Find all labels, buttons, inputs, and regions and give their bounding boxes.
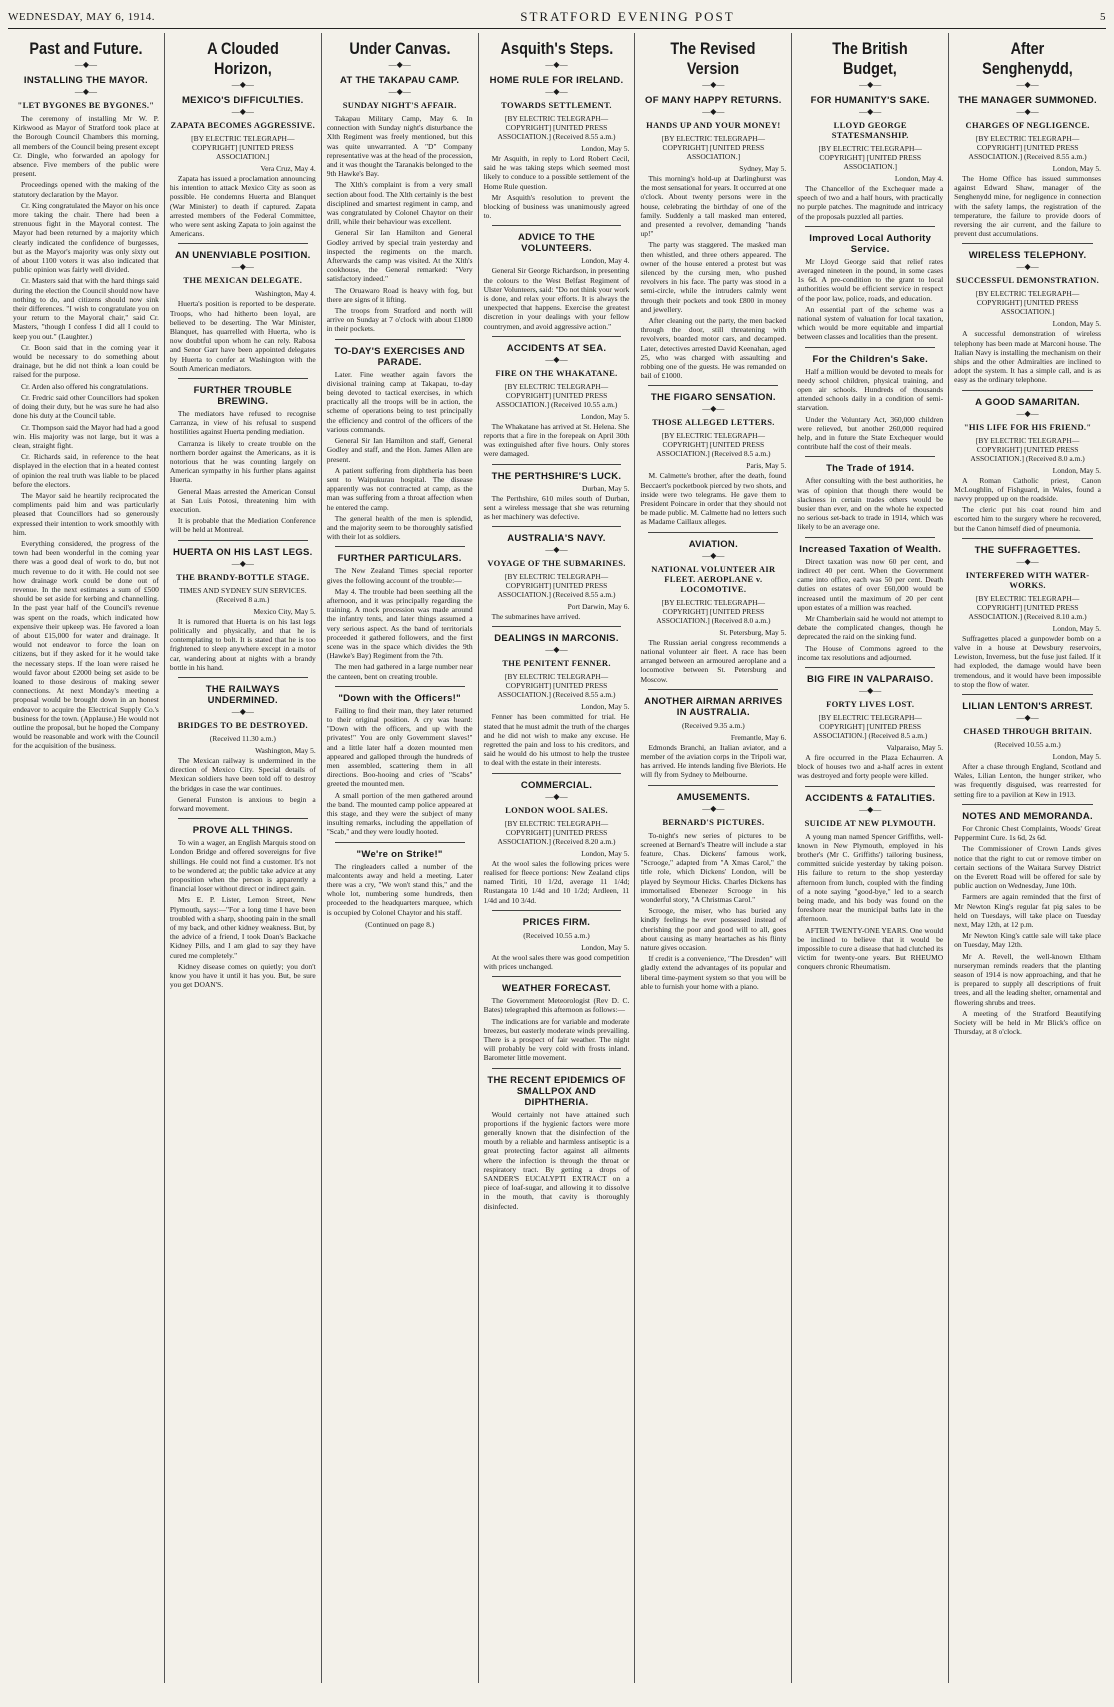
article-paragraph: If credit is a convenience, "The Dresden" will gladly extend the advantages of its popular and liberal time-payment system so that you will be able to furnish your home with a piano. bbox=[640, 954, 787, 991]
article-paragraph: It is probable that the Mediation Conference will be held at Montreal. bbox=[169, 516, 316, 535]
article-paragraph: Carranza is likely to create trouble on the northern border against the Americans, as it is notorious that he was counting largely on American sympathy in his further plans against Huerta. bbox=[169, 438, 316, 485]
ornament-divider: —◆— bbox=[545, 60, 568, 69]
section-divider bbox=[805, 667, 935, 668]
dateline: London, May 5. bbox=[581, 144, 630, 153]
section-subheading: THE PENITENT FENNER. bbox=[502, 658, 611, 669]
section-divider bbox=[962, 390, 1093, 391]
section-heading: Improved Local Authority Service. bbox=[809, 232, 932, 255]
article-paragraph: General Funston is anxious to begin a forward movement. bbox=[169, 794, 316, 813]
article-paragraph: Later. Fine weather again favors the divisional training camp at Takapau, to-day being devoted to tactical exercises, in which practically all the troops will be in action, the scheme of operations being to test principally the efficiency and control of the officers of the various commands. bbox=[326, 369, 473, 434]
dateline: London, May 5. bbox=[1052, 623, 1102, 633]
article-paragraph: A patient suffering from diphtheria has been sent to Waipukurau hospital. The disease apparently was not contracted at camp, as the man was suffering from a throat affection when he entered the camp. bbox=[326, 465, 473, 512]
section-divider bbox=[335, 339, 465, 340]
ornament-divider: —◆— bbox=[231, 706, 254, 716]
ornament-divider: —◆— bbox=[74, 60, 97, 69]
article-paragraph: For Chronic Chest Complaints, Woods' Great Peppermint Cure. 1s 6d, 2s 6d. bbox=[954, 823, 1102, 843]
section-divider bbox=[335, 686, 465, 687]
dateline: London, May 5. bbox=[581, 702, 630, 712]
article-paragraph: Suffragettes placed a gunpowder bomb on a valve in a house at Dewsbury reservoirs, Lewiston, Inverness, but the fuse just failed. If it had exploded, the damage would have been tremendous, and it would have been impossible to stop the flow of water. bbox=[954, 633, 1102, 689]
section-heading: AT THE TAKAPAU CAMP. bbox=[340, 75, 460, 86]
section-divider bbox=[492, 626, 622, 627]
ornament-divider: —◆— bbox=[388, 60, 411, 69]
byline: (Received 10.55 a.m.) bbox=[523, 930, 590, 940]
section-heading: NOTES AND MEMORANDA. bbox=[962, 810, 1093, 822]
article-paragraph: The Whakatane has arrived at St. Helena. She reports that a fire in the forepeak on April 30th was extinguished after five hours. Only stores were damaged. bbox=[483, 421, 630, 459]
ornament-divider: —◆— bbox=[859, 107, 882, 116]
article-paragraph: To-night's new series of pictures to be screened at Bernard's Theatre will include a star feature, Chas. Dickens' famous work, "Scrooge," adapted from "A Xmas Carol," the title role, which Dickens' London, will be played by Seymour Hicks. Charles Dickens has immortalised Ebenezer Scrooge in his wonderful story, "A Christmas Carol." bbox=[640, 830, 787, 904]
column-5 bbox=[635, 33, 792, 1683]
byline: [BY ELECTRIC TELEGRAPH—COPYRIGHT] [UNITED PRESS ASSOCIATION.] (Received 8.5 a.m.) bbox=[656, 431, 771, 459]
article-paragraph: At the wool sales the following prices were realised for fleece portions: New Zealand clips named Tiriti, 10 1/2d, average 11 1/4d; Rustangata 10 1/4d and 10 1/2d; Ardleen, 11 1/4d and 10 3/4d. bbox=[483, 858, 630, 905]
article-paragraph: The House of Commons agreed to the income tax resolutions and adjourned. bbox=[797, 643, 944, 662]
dateline: London, May 5. bbox=[581, 848, 630, 858]
article-paragraph: Under the Voluntary Act, 360,000 children were relieved, but another 260,000 required help, and in future the State Exchequer would contribute half the cost of their meals. bbox=[797, 414, 944, 452]
ornament-divider: —◆— bbox=[1016, 107, 1039, 116]
byline: [BY ELECTRIC TELEGRAPH—COPYRIGHT] [UNITED PRESS ASSOCIATION.] (Received 8.55 a.m.) bbox=[497, 672, 616, 700]
ornament-divider: —◆— bbox=[231, 80, 254, 89]
ornament-divider: —◆— bbox=[859, 685, 882, 695]
byline: [BY ELECTRIC TELEGRAPH—COPYRIGHT] [UNITED PRESS ASSOCIATION.] (Received 8.20 a.m.) bbox=[497, 818, 616, 846]
section-heading: THE MANAGER SUMMONED. bbox=[958, 95, 1097, 106]
dateline: Port Darwin, May 6. bbox=[567, 602, 630, 612]
column-title: Asquith's Steps. bbox=[500, 39, 613, 58]
section-divider bbox=[492, 1068, 622, 1069]
article-paragraph: Proceedings opened with the making of the statutory declaration by the Mayor. bbox=[13, 180, 159, 199]
section-heading: BIG FIRE IN VALPARAISO. bbox=[807, 673, 934, 685]
article-paragraph: Cr. Masters said that with the hard things said during the election the Council should now have nothing to do, and citizens should now sink their differences. "I wish to congratulate you on your return to the Mayoral chair," said Cr. Masters, "though I confess I did all I could to keep you out." (Laughter.) bbox=[13, 276, 159, 341]
ornament-divider: —◆— bbox=[545, 354, 568, 364]
section-divider bbox=[492, 336, 622, 337]
section-divider bbox=[178, 243, 308, 244]
column-3 bbox=[322, 33, 479, 1683]
article-paragraph: Mr Asquith's resolution to prevent the blocking of business was unanimously agreed to. bbox=[483, 192, 630, 221]
section-heading: THE SUFFRAGETTES. bbox=[974, 544, 1081, 556]
article-paragraph: A Roman Catholic priest, Canon McLoughlin, of Fishguard, in Wales, found a navvy propped up on the roadside. bbox=[954, 475, 1102, 504]
section-heading: THE RAILWAYS UNDERMINED. bbox=[205, 683, 280, 706]
ornament-divider: —◆— bbox=[545, 545, 568, 555]
article-paragraph: Fenner has been committed for trial. He stated that he must admit the truth of the charges and he did not wish to make any excuse. He regretted the pain and loss to his creditors, and said he would do his utmost to help the trustee to deal with the estate in their interests. bbox=[483, 712, 630, 768]
article-paragraph: Failing to find their man, they later returned to their original position. A cry was heard: "Down with the officers, and up with the privates!" You are only Government slaves!" and a little later half a dozen mounted men appeared and galloped through the hundreds of men assembled, scattering them in all directions. Boo-hooing and cries of "Scabs" greeted the mounted men. bbox=[326, 705, 473, 789]
byline: [BY ELECTRIC TELEGRAPH—COPYRIGHT] [UNITED PRESS ASSOCIATION.] bbox=[818, 144, 922, 171]
byline: (Received 11.30 a.m.) bbox=[209, 733, 276, 743]
section-heading: AVIATION. bbox=[688, 538, 739, 550]
section-subheading: THE BRANDY-BOTTLE STAGE. bbox=[176, 571, 310, 582]
section-heading: The Trade of 1914. bbox=[826, 463, 915, 475]
section-heading: DEALINGS IN MARCONIS. bbox=[494, 633, 619, 645]
column-7 bbox=[949, 33, 1106, 1683]
section-divider bbox=[648, 385, 778, 386]
ornament-divider: —◆— bbox=[859, 80, 882, 89]
ornament-divider: —◆— bbox=[702, 404, 725, 414]
dateline: Mexico City, May 5. bbox=[253, 606, 316, 616]
article-paragraph: The party was staggered. The masked man then whistled, and three others appeared. The owner of the house entered a protest but was silenced by the cursing men, who pushed revolvers in his face. The party was stood in a semi-circle, while the intruders calmly went through their pockets and took £800 in money and jewellery. bbox=[640, 240, 787, 314]
article-paragraph: The Government Meteorologist (Rev D. C. Bates) telegraphed this afternoon as follows:— bbox=[483, 996, 630, 1015]
article-paragraph: This morning's hold-up at Darlinghurst was the most sensational for years. It occurred at one o'clock. About twenty persons were in the house, celebrating the birthday of one of the family. Suddenly a tall masked man entered, and presented a revolver, demanding "hands up!" bbox=[640, 174, 787, 239]
column-1 bbox=[8, 33, 165, 1683]
byline: [BY ELECTRIC TELEGRAPH—COPYRIGHT] [UNITED PRESS ASSOCIATION.] (Received 8.0 a.m.) bbox=[656, 597, 771, 625]
section-divider bbox=[178, 378, 308, 379]
section-heading: AN UNENVIABLE POSITION. bbox=[174, 250, 311, 262]
article-paragraph: Direct taxation was now 60 per cent, and indirect 40 per cent. When the Government came into office, each was 50 per cent. Death duties on estates of over £60,000 would be increased until the maximum of 20 per cent upon estates of a million was reached. bbox=[797, 556, 944, 612]
article-paragraph: The Oruawaro Road is heavy with fog, but there are signs of it lifting. bbox=[326, 285, 473, 304]
article-paragraph: The Russian aerial congress recommends a national volunteer air fleet. A race has been arranged between an armoured aeroplane and a locomotive between St. Petersburg and Moscow. bbox=[640, 637, 787, 684]
section-subheading: ZAPATA BECOMES AGGRESSIVE. bbox=[170, 120, 316, 130]
section-subheading: SUICIDE AT NEW PLYMOUTH. bbox=[804, 817, 936, 828]
section-divider bbox=[805, 786, 935, 787]
dateline: Vera Cruz, May 4. bbox=[260, 164, 316, 173]
continued-note: (Continued on page 8.) bbox=[365, 919, 435, 929]
section-subheading: FORTY LIVES LOST. bbox=[826, 698, 915, 709]
columns bbox=[8, 33, 1106, 1683]
article-paragraph: Mr Newton King's cattle sale will take place on Tuesday, May 12th. bbox=[954, 931, 1102, 950]
article-paragraph: A small portion of the men gathered around the band. The mounted camp police appeared at this stage, and they were the subject of many insulting remarks, including the appellation of "Scab," and they were loudly hooted. bbox=[326, 790, 473, 837]
byline: TIMES AND SYDNEY SUN SERVICES. (Received 8 a.m.) bbox=[178, 585, 307, 604]
section-heading: Increased Taxation of Wealth. bbox=[799, 543, 942, 555]
column-6 bbox=[792, 33, 949, 1683]
article-paragraph: The Chancellor of the Exchequer made a speech of two and a half hours, with practically no purple patches. The magnitude and intricacy of the proposals puzzled all parties. bbox=[797, 184, 944, 221]
ornament-divider: —◆— bbox=[231, 558, 254, 568]
article-paragraph: After a chase through England, Scotland and Wales, Lilian Lenton, the hunger striker, who was frequently disguised, was rearrested for setting fire to a pavilion at Kew in 1913. bbox=[954, 762, 1102, 799]
masthead-rule bbox=[8, 28, 1106, 29]
dateline: Durban, May 5. bbox=[581, 483, 630, 493]
article-paragraph: After cleaning out the party, the men backed through the door, still threatening with revolvers, boarded motor cars, and decamped. Later, detectives arrested David Keenahan, aged 25, who was charged with assaulting and robbing one of the guests. He was remanded on bail of £1000. bbox=[640, 316, 787, 381]
dateline: London, May 4. bbox=[894, 174, 944, 183]
article-paragraph: Cr. Arden also offered his congratulations. bbox=[21, 381, 149, 391]
byline: [BY ELECTRIC TELEGRAPH—COPYRIGHT] [UNITED PRESS ASSOCIATION.] (Received 8.10 a.m.) bbox=[968, 593, 1087, 621]
article-paragraph: The New Zealand Times special reporter gives the following account of the trouble:— bbox=[326, 566, 473, 585]
article-paragraph: Mr A. Revell, the well-known Eltham nurseryman reminds readers that the planting season of 1914 is now approaching, and that he is prepared to supply all descriptions of fruit trees, and all the leading shelter, ornamental and flowering shrubs and trees. bbox=[954, 951, 1102, 1007]
section-heading: WEATHER FORECAST. bbox=[502, 983, 611, 995]
article-paragraph: The Home Office has issued summonses against Edward Shaw, manager of the Senghenydd mine, for negligence in connection with the safety lamps, the registration of the temperature, the failure to provide doors of reversing the air current, and the failure to prevent dust accumulations. bbox=[954, 174, 1102, 239]
section-subheading: INTERFERED WITH WATER-WORKS. bbox=[965, 569, 1090, 590]
byline: [BY ELECTRIC TELEGRAPH—COPYRIGHT] [UNITED PRESS ASSOCIATION.] (Received 8.55 a.m.) bbox=[497, 114, 616, 141]
column-title: A Clouded Horizon, bbox=[206, 39, 279, 78]
section-divider bbox=[805, 456, 935, 457]
ornament-divider: —◆— bbox=[231, 107, 254, 116]
section-divider bbox=[492, 225, 622, 226]
article-paragraph: Edmonds Branchi, an Italian aviator, and a member of the aviation corps in the Tripoli war, has arrived. He intends landing five Bleriots. He will fly from Sydney to Melbourne. bbox=[640, 742, 787, 780]
article-paragraph: General Sir George Richardson, in presenting the colours to the West Belfast Regiment of Ulster Volunteers, said: "Do not think your work is done, and relax your efforts. It is always the unexpected that happens. Exercise the greatest discretion in your dealings with your fellow countrymen, and avoid aggressive action." bbox=[483, 266, 630, 331]
article-paragraph: Half a million would be devoted to meals for needy school children, physical training, and open air schools. Hundreds of thousands attended schools daily in a condition of semi-starvation. bbox=[797, 366, 944, 413]
byline: [BY ELECTRIC TELEGRAPH—COPYRIGHT] [UNITED PRESS ASSOCIATION.] (Received 10.55 a.m.) bbox=[495, 381, 618, 409]
section-heading: INSTALLING THE MAYOR. bbox=[23, 75, 148, 86]
section-subheading: HANDS UP AND YOUR MONEY! bbox=[646, 120, 781, 130]
section-heading: THE FIGARO SENSATION. bbox=[650, 392, 776, 404]
article-paragraph: AFTER TWENTY-ONE YEARS. One would be inclined to believe that it would be impossible to cure a disease that had clutched its victim for twenty-one years. But RHEUMO conquers chronic Rheumatism. bbox=[797, 925, 944, 972]
article-paragraph: The mediators have refused to recognise Carranza, in view of his refusal to suspend hostilities against Huerta pending mediation. bbox=[169, 409, 316, 437]
article-paragraph: Huerta's position is reported to be desperate. Troops, who had hitherto been loyal, are believed to be deserting. The War Minister, Blanquet, has quarrelled with Huerta, who is now doubtful upon whom he can rely. Rabosa and Senor Garr have been appointed delegates by Huerta to confer at Washington with the South American mediators. bbox=[169, 299, 316, 373]
article-paragraph: The indications are for variable and moderate breezes, but easterly moderate winds prevailing. There is a prospect of fair weather. The night will probably be very cold with frosts inland. Barometer little movement. bbox=[483, 1016, 630, 1063]
dateline: London, May 5. bbox=[1052, 319, 1102, 329]
ornament-divider: —◆— bbox=[1016, 262, 1039, 272]
article-paragraph: The Mayor said he heartily reciprocated the compliments paid him and was particularly pleased that Councillors had so generously expressed their intention to work smoothly with him. bbox=[13, 490, 159, 537]
section-subheading: THOSE ALLEGED LETTERS. bbox=[652, 417, 775, 428]
dateline: Valparaiso, May 5. bbox=[886, 742, 944, 752]
masthead bbox=[8, 6, 1106, 28]
article-paragraph: The cleric put his coat round him and escorted him to the surgery where he recovered, but the Canon himself died of pneumonia. bbox=[954, 505, 1102, 533]
article-paragraph: General Sir Ian Hamilton and staff, General Godley and staff, and the Hon. James Allen are present. bbox=[326, 436, 473, 464]
article-paragraph: The ringleaders called a number of the malcontents away and held a meeting. Later there was a cry, "We won't stand this," and the whole lot, numbering some hundreds, then proceeded to the headquarters marquee, which is occupied by Colonel Chaytor and his staff. bbox=[326, 861, 473, 917]
article-paragraph: To win a wager, an English Marquis stood on London Bridge and offered sovereigns for five shillings. He could not find a customer. It's not to be wondered at; the public take advice at any proposition when the person is apparently a financial loser without direct or indirect gain. bbox=[169, 838, 316, 894]
section-subheading: "HIS LIFE FOR HIS FRIEND." bbox=[963, 421, 1092, 432]
section-subheading: TOWARDS SETTLEMENT. bbox=[501, 100, 612, 110]
section-divider bbox=[335, 546, 465, 547]
article-paragraph: The Perthshire, 610 miles south of Durban, sent a wireless message that she was returning as her machinery was defective. bbox=[483, 493, 630, 522]
article-paragraph: A fire occurred in the Plaza Echaurren. A block of houses two and a-half acres in extent was destroyed and forty people were killed. bbox=[797, 752, 944, 781]
article-paragraph: The Mexican railway is undermined in the direction of Mexico City. Special details of Mexican soldiers have been told off to destroy the bridges in case the war continues. bbox=[169, 755, 316, 793]
byline: (Received 9.35 a.m.) bbox=[682, 720, 745, 730]
ornament-divider: —◆— bbox=[1016, 556, 1039, 566]
article-paragraph: Cr. Thompson said the Mayor had had a good win. His majority was not large, but it was a clean, straight fight. bbox=[13, 422, 159, 450]
dateline: London, May 5. bbox=[1052, 752, 1102, 762]
section-divider bbox=[648, 689, 778, 690]
ornament-divider: —◆— bbox=[545, 791, 568, 801]
article-paragraph: Cr. King congratulated the Mayor on his once more taking the chair. There had been a strenuous fight in the Mayoral contest. The Mayor had been returned by a majority which clearly indicated the confidence of burgesses, but as the Mayor's majority was only sixty out of about 1100 voters it was also indicated that public opinion was fairly well divided. bbox=[13, 200, 159, 275]
section-divider bbox=[178, 677, 308, 678]
article-paragraph: An essential part of the scheme was a national system of valuation for local taxation, which would be more equitable and impartial between classes and localities than the present. bbox=[797, 304, 944, 342]
section-subheading: "LET BYGONES BE BYGONES." bbox=[17, 100, 155, 110]
section-heading: FURTHER PARTICULARS. bbox=[337, 553, 462, 565]
ornament-divider: —◆— bbox=[859, 804, 882, 814]
ornament-divider: —◆— bbox=[231, 262, 254, 272]
section-divider bbox=[492, 526, 622, 527]
dateline: Washington, May 4. bbox=[255, 289, 316, 299]
section-divider bbox=[178, 818, 308, 819]
article-paragraph: The submarines have arrived. bbox=[491, 612, 581, 622]
section-divider bbox=[962, 694, 1093, 695]
section-heading: "Down with the Officers!" bbox=[338, 692, 461, 704]
section-heading: FOR HUMANITY'S SAKE. bbox=[810, 95, 930, 106]
section-subheading: CHARGES OF NEGLIGENCE. bbox=[965, 120, 1090, 130]
byline: [BY ELECTRIC TELEGRAPH—COPYRIGHT] [UNITED PRESS ASSOCIATION.] (Received 8.55 a.m.) bbox=[968, 134, 1087, 161]
section-heading: "We're on Strike!" bbox=[356, 848, 443, 860]
section-heading: ANOTHER AIRMAN ARRIVES IN AUSTRALIA. bbox=[644, 695, 783, 718]
section-heading: AMUSEMENTS. bbox=[676, 791, 751, 803]
ornament-divider: —◆— bbox=[1016, 713, 1039, 723]
ornament-divider: —◆— bbox=[1016, 408, 1039, 418]
article-paragraph: Mr Lloyd George said that relief rates averaged nineteen in the pound, in some cases 1s 6d. A pre-condition to the grant to local authorities would be efficient service in respect of the poor law, police, roads, and education. bbox=[797, 256, 944, 303]
section-heading: PRICES FIRM. bbox=[522, 916, 591, 928]
article-paragraph: Takapau Military Camp, May 6. In connection with Sunday night's disturbance the Xlth Regiment was freely mentioned, but this was quite unwarranted. A "D" Company representative was at the head of the procession, and it was thought the Taranakis belonged to the 9th Hawke's Bay. bbox=[326, 114, 473, 179]
section-divider bbox=[492, 464, 622, 465]
byline: [BY ELECTRIC TELEGRAPH—COPYRIGHT] [UNITED PRESS ASSOCIATION.] bbox=[661, 134, 766, 161]
article-paragraph: It is rumored that Huerta is on his last legs politically and physically, and that he is contemplating to bolt. It is stated that he is too frightened to sleep anywhere except in a motor car, wandering about at nights with a brandy bottle in his hand. bbox=[169, 616, 316, 672]
article-paragraph: The troops from Stratford and north will arrive on Sunday at 7 o'clock with about £1800 in their pockets. bbox=[326, 306, 473, 334]
section-subheading: BRIDGES TO BE DESTROYED. bbox=[177, 719, 308, 730]
ornament-divider: —◆— bbox=[545, 645, 568, 655]
section-heading: ACCIDENTS & FATALITIES. bbox=[805, 792, 936, 804]
dateline: London, May 5. bbox=[1052, 465, 1102, 475]
section-heading: MEXICO'S DIFFICULTIES. bbox=[181, 95, 304, 106]
article-paragraph: The men had gathered in a large number near the canteen, bent on creating trouble. bbox=[326, 662, 473, 681]
byline: [BY ELECTRIC TELEGRAPH—COPYRIGHT] [UNITED PRESS ASSOCIATION.] bbox=[975, 289, 1080, 317]
article-paragraph: Cr. Richards said, in reference to the heat displayed in the election that in a heated contest of opinion the real truth was liable to be placed before the electors. bbox=[13, 452, 159, 489]
column-4 bbox=[479, 33, 636, 1683]
paper-title: STRATFORD EVENING POST bbox=[520, 9, 735, 24]
article-paragraph: Farmers are again reminded that the first of Mr Newton King's regular fat pig sales to be held on Tuesdays, will take place on Tuesday next, May 12th, at 12 p.m. bbox=[954, 892, 1102, 929]
section-heading: ADVICE TO THE VOLUNTEERS. bbox=[517, 232, 596, 255]
section-subheading: LLOYD GEORGE STATESMANSHIP. bbox=[831, 120, 909, 140]
ornament-divider: —◆— bbox=[702, 107, 725, 116]
article-paragraph: Cr. Fredric said other Councillors had spoken of doing their duty, but he was sure he had also done his duty at the Council table. bbox=[13, 392, 159, 421]
section-heading: OF MANY HAPPY RETURNS. bbox=[645, 95, 782, 106]
section-heading: TO-DAY'S EXERCISES AND PARADE. bbox=[334, 345, 465, 368]
ornament-divider: —◆— bbox=[545, 87, 568, 96]
section-divider bbox=[492, 773, 622, 774]
column-title: The British Budget, bbox=[832, 39, 908, 78]
article-paragraph: Cr. Boon said that in the coming year it would be necessary to do something about drainage, but he did not think a loan could be raised for the purpose. bbox=[13, 342, 159, 380]
section-heading: WIRELESS TELEPHONY. bbox=[968, 250, 1087, 262]
section-divider bbox=[178, 540, 308, 541]
ornament-divider: —◆— bbox=[74, 87, 97, 96]
section-divider bbox=[335, 842, 465, 843]
section-subheading: FIRE ON THE WHAKATANE. bbox=[495, 367, 618, 378]
section-subheading: LONDON WOOL SALES. bbox=[505, 804, 608, 815]
section-divider bbox=[648, 785, 778, 786]
ornament-divider: —◆— bbox=[702, 803, 725, 813]
ornament-divider: —◆— bbox=[702, 550, 725, 560]
section-divider bbox=[962, 804, 1093, 805]
section-heading: A GOOD SAMARITAN. bbox=[975, 396, 1081, 408]
column-title: The Revised Version bbox=[670, 39, 756, 78]
column-title: After Senghenydd, bbox=[982, 39, 1073, 78]
section-heading: LILIAN LENTON'S ARREST. bbox=[962, 701, 1093, 713]
ornament-divider: —◆— bbox=[702, 80, 725, 89]
section-heading: For the Children's Sake. bbox=[812, 353, 929, 365]
section-heading: THE PERTHSHIRE'S LUCK. bbox=[491, 470, 622, 482]
ornament-divider: —◆— bbox=[1016, 80, 1039, 89]
section-subheading: SUCCESSFUL DEMONSTRATION. bbox=[956, 275, 1100, 286]
dateline: London, May 5. bbox=[581, 942, 630, 952]
byline: (Received 10.55 a.m.) bbox=[994, 740, 1061, 750]
article-paragraph: Everything considered, the progress of the town had been wonderful in the coming year there was a good deal of work to do, but not much revenue to do it with. He could not see how drainage work could be done out of revenue. In the next estimates a sum of £500 should be set aside for kerbing and channelling. In the past year half of the Council's revenue was spent on the roads, which indicated how expensive their upkeep was. He favored a loan of about £15,000 for water and drainage. It would not endeavor to force the loan on citizens, but if they asked for it he would take the necessary steps. If the loan were raised he would favor about £2000 being set aside to be loaned to those desirous of making sewer connections. At next Monday's meeting a proposal would be brought down in an honest endeavor to acquire the Electrical Supply Co.'s business for the town. (Applause.) He would not outline the proposal, but he hoped the Company would be reasonable and work with the Council for the acquisition of the business. bbox=[13, 538, 159, 751]
section-heading: ACCIDENTS AT SEA. bbox=[506, 342, 607, 354]
section-heading: HUERTA ON HIS LAST LEGS. bbox=[172, 546, 313, 558]
dateline: Fremantle, May 6. bbox=[730, 732, 787, 742]
article-paragraph: A successful demonstration of wireless telephony has been made at Marconi house. The Italian Navy is installing the mechanism on their ships and the other Admiralties are inclined to adopt the system. It has a simple call, and is as easy as the ordinary telephone. bbox=[954, 329, 1102, 385]
article-paragraph: Zapata has issued a proclamation announcing his intention to attack Mexico City as soon as possible. He condemns Huerta and Blanquet (War Minister) to death if captured. Zapata arrested members of the Federal Committee, who were sent asking Zapata to join against the Americans. bbox=[169, 174, 316, 239]
article-paragraph: Mr Chamberlain said he would not attempt to debate the complicated changes, though he deprecated the raid on the sinking fund. bbox=[797, 613, 944, 642]
dateline: St. Petersburg, May 5. bbox=[719, 627, 787, 637]
article-paragraph: The Commissioner of Crown Lands gives notice that the right to cut or remove timber on certain sections of the Waitara Survey District on the Everett Road will be offered for sale by public auction on Wednesday, June 10th. bbox=[954, 844, 1102, 891]
dateline: London, May 5. bbox=[1052, 164, 1102, 173]
dateline: London, May 4. bbox=[581, 256, 630, 266]
section-heading: AUSTRALIA'S NAVY. bbox=[507, 533, 606, 545]
article-paragraph: The general health of the men is splendid, and the majority seem to be thoroughly satisfied with their lot as soldiers. bbox=[326, 513, 473, 542]
section-heading: FURTHER TROUBLE BREWING. bbox=[193, 385, 293, 408]
section-divider bbox=[648, 532, 778, 533]
article-paragraph: Scrooge, the miser, who has buried any kindly feelings he ever possessed instead of cherishing the poor and good will to all, goes about causing as many heartaches as his flinty nature gives occasion. bbox=[640, 906, 787, 952]
article-paragraph: Mrs E. P. Lister, Lemon Street, New Plymouth, says:—"For a long time I have been troubled with a sharp, shooting pain in the small of my back, and other kidney weakness. But, by the advice of a friend, I took Doan's Backache Kidney Pills, and I am glad to say they have cured me completely." bbox=[169, 895, 316, 960]
section-divider bbox=[962, 243, 1093, 244]
article-paragraph: After consulting with the best authorities, he was of opinion that though there would be slackness in certain trades others would be busier than ever, and on the whole he expected no serious set-back to trade in 1914, which was likely to be an average one. bbox=[797, 476, 944, 532]
article-paragraph: A young man named Spencer Griffiths, well-known in New Plymouth, employed in his brother's (Mr C. Griffiths') tailoring business, committed suicide yesterday by taking poison. His failure to return to the shop yesterday afternoon from lunch, coupled with the finding of a note saying "good-bye," led to a search being made, and his body was found on the foreshore near the municipal baths late in the afternoon. bbox=[797, 831, 944, 924]
article-paragraph: At the wool sales there was good competition with prices unchanged. bbox=[483, 952, 630, 971]
column-2 bbox=[165, 33, 322, 1683]
section-heading: HOME RULE FOR IRELAND. bbox=[489, 75, 624, 86]
section-heading: PROVE ALL THINGS. bbox=[192, 825, 293, 837]
page-number: 5 bbox=[1099, 11, 1106, 23]
issue-date: WEDNESDAY, MAY 6, 1914. bbox=[8, 11, 155, 23]
section-subheading: CHASED THROUGH BRITAIN. bbox=[963, 726, 1092, 737]
article-paragraph: A meeting of the Stratford Beautifying Society will be held in Mr Blick's office on Thursday, at 8 o'clock. bbox=[954, 1008, 1102, 1037]
section-heading: THE RECENT EPIDEMICS OF SMALLPOX AND DIPHTHERIA. bbox=[487, 1074, 626, 1108]
section-subheading: SUNDAY NIGHT'S AFFAIR. bbox=[342, 100, 457, 110]
section-subheading: NATIONAL VOLUNTEER AIR FLEET. AEROPLANE v. LOCOMOTIVE. bbox=[651, 563, 776, 594]
article-paragraph: Mr Asquith, in reply to Lord Robert Cecil, said he was taking steps which seemed most likely to conduce to a possible settlement of the Home Rule question. bbox=[483, 154, 630, 191]
article-paragraph: The ceremony of installing Mr W. P. Kirkwood as Mayor of Stratford took place at the Borough Council Chambers this morning, all members of the Council being present except Cr. Dingle, who forwarded an apology for absence. Five members of the public were present. bbox=[13, 114, 159, 179]
section-divider bbox=[962, 538, 1093, 539]
column-title: Under Canvas. bbox=[349, 39, 451, 58]
article-paragraph: May 4. The trouble had been seething all the afternoon, and it was principally regarding the training. A mock procession was made around the infantry tents, and later things assumed a very serious aspect. As the band of territorials proceeded it gathered followers, and the first scene was in the space which divides the 9th (Hawke's Bay) Regiment from the 7th. bbox=[326, 586, 473, 661]
section-subheading: BERNARD'S PICTURES. bbox=[662, 816, 765, 827]
section-divider bbox=[805, 226, 935, 227]
section-divider bbox=[492, 910, 622, 911]
section-divider bbox=[805, 347, 935, 348]
ornament-divider: —◆— bbox=[388, 87, 411, 96]
article-paragraph: Would certainly not have attained such proportions if the hygienic factors were more generally known that the disinfection of the mouth by a reliable and harmless antiseptic is a great protecting factor against all ailments where the infection is through the throat or respiratory tract. By getting a drops of SANDER'S EUCALYPTI EXTRACT on a piece of loaf-sugar, and allowing it to dissolve in the mouth, that cavity is thoroughly disinfected. bbox=[483, 1109, 630, 1211]
dateline: Washington, May 5. bbox=[255, 745, 316, 755]
byline: [BY ELECTRIC TELEGRAPH—COPYRIGHT] [UNITED PRESS ASSOCIATION.] (Received 8.5 a.m.) bbox=[813, 712, 928, 740]
dateline: Paris, May 5. bbox=[746, 461, 787, 471]
article-paragraph: General Maas arrested the American Consul at San Luis Potosi, threatening him with execution. bbox=[169, 486, 316, 515]
column-title: Past and Future. bbox=[29, 39, 143, 58]
section-divider bbox=[492, 976, 622, 977]
byline: [BY ELECTRIC TELEGRAPH—COPYRIGHT] [UNITED PRESS ASSOCIATION.] bbox=[191, 134, 295, 161]
article-paragraph: General Sir Ian Hamilton and General Godley arrived by special train yesterday and inspected the regiments on the march. Afterwards the camp was visited. At the Xlth's cookhouse, the General remarked: "Very satisfactory indeed." bbox=[326, 228, 473, 284]
section-subheading: VOYAGE OF THE SUBMARINES. bbox=[487, 558, 626, 569]
section-divider bbox=[805, 537, 935, 538]
article-paragraph: Kidney disease comes on quietly; you don't know you have it until it has you. But, be sure you get DOAN'S. bbox=[169, 961, 316, 990]
byline: [BY ELECTRIC TELEGRAPH—COPYRIGHT] [UNITED PRESS ASSOCIATION.] (Received 8.55 a.m.) bbox=[497, 572, 616, 600]
article-paragraph: M. Calmette's brother, after the death, found Beccaert's pocketbook pierced by two shots, and inside were two telegrams. He gave them to President Poincare in order that they should not be made public. M. Calmette had no letters such as Madame Caillaux alleges. bbox=[640, 471, 787, 527]
section-subheading: THE MEXICAN DELEGATE. bbox=[183, 275, 303, 286]
section-heading: COMMERCIAL. bbox=[520, 779, 593, 791]
article-paragraph: The Xlth's complaint is from a very small section about food. The Xlth certainly is the best disciplined and smartest regiment in camp, and was congratulated by Colonel Chaytor on their drill, while their behaviour was excellent. bbox=[326, 180, 473, 227]
dateline: Sydney, May 5. bbox=[739, 164, 787, 173]
byline: [BY ELECTRIC TELEGRAPH—COPYRIGHT] [UNITED PRESS ASSOCIATION.] (Received 8.0 a.m.) bbox=[970, 435, 1085, 463]
dateline: London, May 5. bbox=[581, 411, 630, 421]
